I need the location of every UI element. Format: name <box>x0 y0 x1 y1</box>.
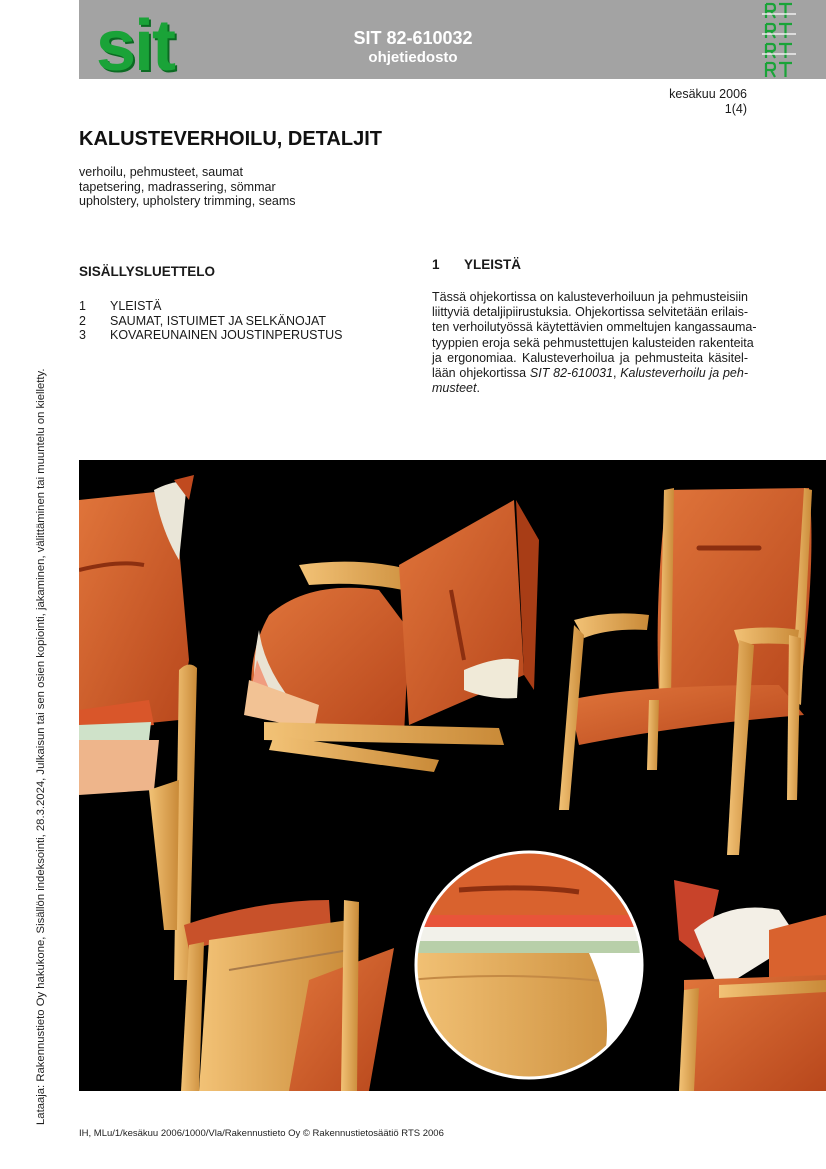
toc-item-number: 1 <box>79 299 86 313</box>
toc-item-number: 3 <box>79 328 86 342</box>
reference-title-end: musteet <box>432 381 477 396</box>
download-notice: Lataaja: Rakennustieto Oy hakukone, Sisällön indeksointi, 28.3.2024, Julkaisun tai sen osien kopiointi, jakaminen, välittäminen tai muuntelu on kielletty. <box>35 368 47 1125</box>
toc-item[interactable] <box>79 328 342 343</box>
document-title: KALUSTEVERHOILU, DETALJIT <box>79 128 382 150</box>
keywords-english: upholstery, upholstery trimming, seams <box>79 194 296 208</box>
toc-item[interactable] <box>79 314 342 329</box>
section-title: YLEISTÄ <box>464 257 522 272</box>
rt-logo-icon <box>762 0 796 79</box>
body-line <box>432 381 748 396</box>
keywords-finnish: verhoilu, pehmusteet, saumat <box>79 165 243 179</box>
body-line: Tässä ohjekortissa on kalusteverhoiluun ja pehmusteisiin <box>432 290 748 304</box>
period: . <box>476 381 480 396</box>
body-text: lään ohjekortissa <box>432 366 530 381</box>
body-line <box>432 366 748 381</box>
publication-date: kesäkuu 2006 <box>669 87 747 101</box>
document-id: SIT 82-610032 <box>353 28 473 48</box>
chair-photo-collage <box>79 460 826 1091</box>
sit-logo: sit <box>96 6 175 86</box>
toc-list <box>79 299 342 343</box>
section-heading <box>432 257 521 272</box>
toc-item-label: YLEISTÄ <box>110 299 162 313</box>
reference-title: Kalusteverhoilu ja peh- <box>620 366 748 381</box>
footer-credits: IH, MLu/1/kesäkuu 2006/1000/Vla/Rakennustieto Oy © Rakennustietosäätiö RTS 2006 <box>79 1128 444 1139</box>
document-type: ohjetiedosto <box>368 49 458 66</box>
keywords-swedish: tapetsering, madrassering, sömmar <box>79 179 276 194</box>
toc-heading: SISÄLLYSLUETTELO <box>79 264 216 279</box>
section-number: 1 <box>432 257 440 272</box>
body-line: tyyppien eroja sekä pehmustettujen kalusteiden rakenteita <box>432 335 754 350</box>
body-line: liittyviä detaljipiirustuksia. Ohjekortissa selvitetään erilais- <box>432 305 749 320</box>
toc-item[interactable] <box>79 299 342 314</box>
body-line: ten verhoilutyössä käytettävien ommeltujen kangassauma- <box>432 320 757 335</box>
section-body <box>432 290 757 396</box>
page-number: 1(4) <box>724 102 747 116</box>
separator: , <box>612 366 621 381</box>
toc-item-label: KOVAREUNAINEN JOUSTINPERUSTUS <box>110 328 343 342</box>
body-line: ja ergonomiaa. Kalusteverhoilua ja pehmusteita käsitel- <box>432 350 748 365</box>
reference-code: SIT 82-610031 <box>529 366 613 381</box>
toc-item-label: SAUMAT, ISTUIMET JA SELKÄNOJAT <box>110 313 327 328</box>
toc-item-number: 2 <box>79 313 86 328</box>
keywords <box>79 165 296 209</box>
